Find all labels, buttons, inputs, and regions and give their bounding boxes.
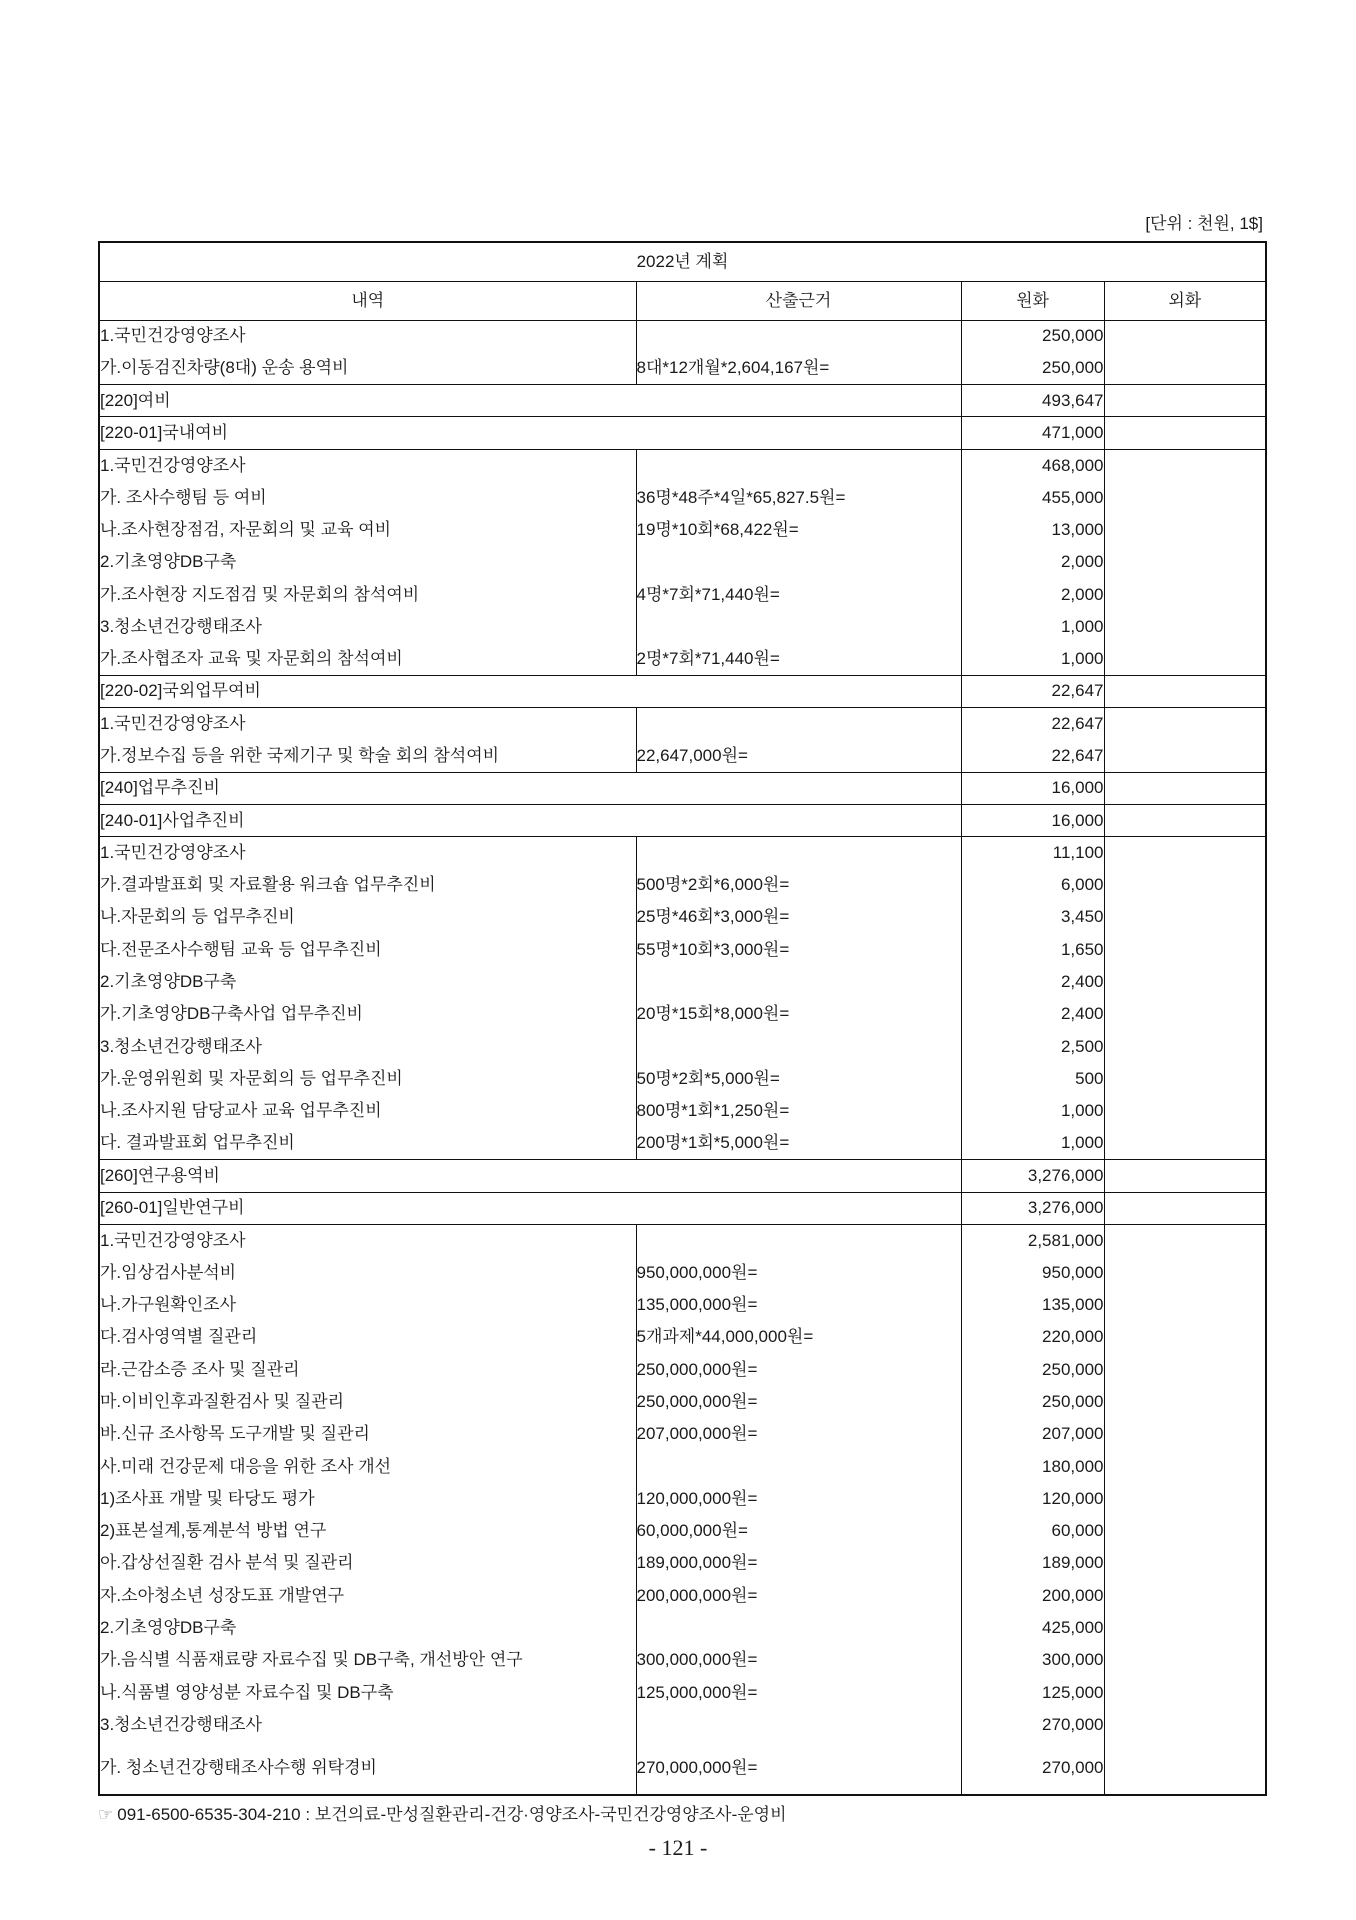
basis-cell [636, 966, 961, 998]
item-row [99, 1644, 1266, 1676]
item-cell: [240-01]사업추진비 [99, 804, 961, 836]
basis-cell: 135,000,000원= [636, 1289, 961, 1321]
krw-cell: 22,647 [961, 675, 1104, 707]
item-cell: 가.결과발표회 및 자료활용 워크숍 업무추진비 [99, 869, 636, 901]
krw-cell: 6,000 [961, 869, 1104, 901]
krw-cell: 120,000 [961, 1483, 1104, 1515]
foreign-cell [1104, 998, 1266, 1030]
krw-cell: 13,000 [961, 514, 1104, 546]
item-row [99, 1418, 1266, 1450]
basis-cell [636, 546, 961, 578]
foreign-cell [1104, 1676, 1266, 1708]
item-cell: 아.갑상선질환 검사 분석 및 질관리 [99, 1547, 636, 1579]
foreign-cell [1104, 869, 1266, 901]
subaccount-row [99, 804, 1266, 836]
foreign-cell [1104, 449, 1266, 481]
item-cell: 마.이비인후과질환검사 및 질관리 [99, 1386, 636, 1418]
foreign-cell [1104, 1127, 1266, 1159]
basis-cell: 500명*2회*6,000원= [636, 869, 961, 901]
foreign-cell [1104, 611, 1266, 643]
header-krw: 원화 [961, 281, 1104, 320]
item-cell: 다. 결과발표회 업무추진비 [99, 1127, 636, 1159]
item-cell: 2.기초영양DB구축 [99, 546, 636, 578]
foreign-cell [1104, 514, 1266, 546]
program-row [99, 1031, 1266, 1063]
item-row [99, 1450, 1266, 1482]
item-row [99, 901, 1266, 933]
basis-cell [636, 1612, 961, 1644]
basis-cell [636, 1709, 961, 1741]
foreign-cell [1104, 837, 1266, 869]
foreign-cell [1104, 1063, 1266, 1095]
foreign-cell [1104, 385, 1266, 417]
foreign-cell [1104, 1580, 1266, 1612]
basis-cell: 250,000,000원= [636, 1354, 961, 1386]
krw-cell: 16,000 [961, 772, 1104, 804]
program-row [99, 1612, 1266, 1644]
item-row [99, 1321, 1266, 1353]
foreign-cell [1104, 708, 1266, 740]
foreign-cell [1104, 934, 1266, 966]
basis-cell [636, 837, 961, 869]
program-row [99, 708, 1266, 740]
krw-cell: 250,000 [961, 320, 1104, 352]
krw-cell: 16,000 [961, 804, 1104, 836]
basis-cell [636, 449, 961, 481]
pointing-hand-icon: ☞ [98, 1805, 114, 1825]
basis-cell: 20명*15회*8,000원= [636, 998, 961, 1030]
krw-cell: 1,650 [961, 934, 1104, 966]
program-row [99, 320, 1266, 352]
krw-cell: 3,450 [961, 901, 1104, 933]
program-row [99, 546, 1266, 578]
foreign-cell [1104, 546, 1266, 578]
basis-cell: 125,000,000원= [636, 1676, 961, 1708]
item-cell: 가.임상검사분석비 [99, 1257, 636, 1289]
foreign-cell [1104, 481, 1266, 513]
program-row [99, 1224, 1266, 1256]
item-row [99, 869, 1266, 901]
krw-cell: 207,000 [961, 1418, 1104, 1450]
basis-cell: 5개과제*44,000,000원= [636, 1321, 961, 1353]
unit-label: [단위 : 천원, 1$] [1145, 214, 1263, 233]
krw-cell: 3,276,000 [961, 1192, 1104, 1224]
item-cell: 가. 조사수행팀 등 여비 [99, 481, 636, 513]
foreign-cell [1104, 352, 1266, 384]
basis-cell: 207,000,000원= [636, 1418, 961, 1450]
item-cell: [260]연구용역비 [99, 1160, 961, 1192]
krw-cell: 2,000 [961, 578, 1104, 610]
krw-cell: 493,647 [961, 385, 1104, 417]
basis-cell: 50명*2회*5,000원= [636, 1063, 961, 1095]
item-row [99, 578, 1266, 610]
krw-cell: 455,000 [961, 481, 1104, 513]
item-row [99, 934, 1266, 966]
basis-cell [636, 1031, 961, 1063]
item-cell: [240]업무추진비 [99, 772, 961, 804]
krw-cell: 270,000 [961, 1741, 1104, 1795]
item-cell: 가.운영위원회 및 자문회의 등 업무추진비 [99, 1063, 636, 1095]
krw-cell: 950,000 [961, 1257, 1104, 1289]
krw-cell: 1,000 [961, 611, 1104, 643]
basis-cell: 19명*10회*68,422원= [636, 514, 961, 546]
item-row [99, 1257, 1266, 1289]
item-cell: [220-01]국내여비 [99, 417, 961, 449]
basis-cell: 2명*7회*71,440원= [636, 643, 961, 675]
krw-cell: 3,276,000 [961, 1160, 1104, 1192]
item-row [99, 514, 1266, 546]
account-row [99, 772, 1266, 804]
krw-cell: 425,000 [961, 1612, 1104, 1644]
foreign-cell [1104, 804, 1266, 836]
foreign-cell [1104, 901, 1266, 933]
basis-cell [636, 708, 961, 740]
foreign-cell [1104, 675, 1266, 707]
subaccount-row [99, 417, 1266, 449]
basis-cell: 250,000,000원= [636, 1386, 961, 1418]
item-cell: 다.검사영역별 질관리 [99, 1321, 636, 1353]
program-row [99, 837, 1266, 869]
foreign-cell [1104, 1031, 1266, 1063]
account-row [99, 1160, 1266, 1192]
item-cell: 2)표본설계,통계분석 방법 연구 [99, 1515, 636, 1547]
foreign-cell [1104, 1644, 1266, 1676]
foreign-cell [1104, 320, 1266, 352]
krw-cell: 471,000 [961, 417, 1104, 449]
krw-cell: 11,100 [961, 837, 1104, 869]
krw-cell: 200,000 [961, 1580, 1104, 1612]
item-cell: 1.국민건강영양조사 [99, 320, 636, 352]
krw-cell: 135,000 [961, 1289, 1104, 1321]
account-row [99, 385, 1266, 417]
krw-cell: 250,000 [961, 1386, 1104, 1418]
foreign-cell [1104, 772, 1266, 804]
program-row [99, 611, 1266, 643]
krw-cell: 300,000 [961, 1644, 1104, 1676]
foreign-cell [1104, 578, 1266, 610]
program-row [99, 1709, 1266, 1741]
item-cell: [220]여비 [99, 385, 961, 417]
header-foreign: 외화 [1104, 281, 1266, 320]
item-cell: 3.청소년건강행태조사 [99, 611, 636, 643]
item-cell: 가.음식별 식품재료량 자료수집 및 DB구축, 개선방안 연구 [99, 1644, 636, 1676]
item-cell: 가.조사현장 지도점검 및 자문회의 참석여비 [99, 578, 636, 610]
item-cell: 나.조사지원 담당교사 교육 업무추진비 [99, 1095, 636, 1127]
table-title: 2022년 계획 [99, 242, 1266, 281]
krw-cell: 270,000 [961, 1709, 1104, 1741]
item-cell: 1.국민건강영양조사 [99, 449, 636, 481]
foreign-cell [1104, 1224, 1266, 1256]
item-row [99, 740, 1266, 772]
basis-cell: 300,000,000원= [636, 1644, 961, 1676]
item-row [99, 1386, 1266, 1418]
item-row [99, 1580, 1266, 1612]
item-row [99, 1095, 1266, 1127]
subaccount-row [99, 1192, 1266, 1224]
budget-table [98, 241, 1267, 1796]
program-row [99, 966, 1266, 998]
item-cell: 2.기초영양DB구축 [99, 1612, 636, 1644]
foreign-cell [1104, 1450, 1266, 1482]
subitem-row [99, 1515, 1266, 1547]
foreign-cell [1104, 643, 1266, 675]
basis-cell: 950,000,000원= [636, 1257, 961, 1289]
foreign-cell [1104, 1386, 1266, 1418]
basis-cell: 4명*7회*71,440원= [636, 578, 961, 610]
item-cell: 나.식품별 영양성분 자료수집 및 DB구축 [99, 1676, 636, 1708]
krw-cell: 250,000 [961, 352, 1104, 384]
item-cell: 1.국민건강영양조사 [99, 708, 636, 740]
krw-cell: 22,647 [961, 740, 1104, 772]
item-row [99, 998, 1266, 1030]
item-cell: 라.근감소증 조사 및 질관리 [99, 1354, 636, 1386]
basis-cell: 200,000,000원= [636, 1580, 961, 1612]
krw-cell: 189,000 [961, 1547, 1104, 1579]
basis-cell [636, 1450, 961, 1482]
basis-cell: 120,000,000원= [636, 1483, 961, 1515]
krw-cell: 2,581,000 [961, 1224, 1104, 1256]
krw-cell: 220,000 [961, 1321, 1104, 1353]
subitem-row [99, 1483, 1266, 1515]
budget-code-text: 091-6500-6535-304-210 : 보건의료-만성질환관리-건강·영양조사-국민건강영양조사-운영비 [117, 1805, 787, 1824]
foreign-cell [1104, 1709, 1266, 1741]
krw-cell: 2,000 [961, 546, 1104, 578]
basis-cell: 25명*46회*3,000원= [636, 901, 961, 933]
foreign-cell [1104, 1418, 1266, 1450]
krw-cell: 2,500 [961, 1031, 1104, 1063]
table-header-row [99, 281, 1266, 320]
item-cell: 가.정보수집 등을 위한 국제기구 및 학술 회의 참석여비 [99, 740, 636, 772]
header-item: 내역 [99, 281, 636, 320]
foreign-cell [1104, 1160, 1266, 1192]
krw-cell: 1,000 [961, 643, 1104, 675]
item-cell: 1.국민건강영양조사 [99, 1224, 636, 1256]
basis-cell [636, 320, 961, 352]
basis-cell: 60,000,000원= [636, 1515, 961, 1547]
krw-cell: 60,000 [961, 1515, 1104, 1547]
krw-cell: 468,000 [961, 449, 1104, 481]
krw-cell: 1,000 [961, 1127, 1104, 1159]
basis-cell: 55명*10회*3,000원= [636, 934, 961, 966]
item-cell: 가. 청소년건강행태조사수행 위탁경비 [99, 1741, 636, 1795]
item-row [99, 1289, 1266, 1321]
foreign-cell [1104, 1354, 1266, 1386]
foreign-cell [1104, 1547, 1266, 1579]
krw-cell: 125,000 [961, 1676, 1104, 1708]
page-number: - 121 - [648, 1835, 708, 1860]
header-basis: 산출근거 [636, 281, 961, 320]
basis-cell: 22,647,000원= [636, 740, 961, 772]
krw-cell: 2,400 [961, 966, 1104, 998]
item-row [99, 1741, 1266, 1795]
krw-cell: 180,000 [961, 1450, 1104, 1482]
foreign-cell [1104, 1095, 1266, 1127]
item-cell: 3.청소년건강행태조사 [99, 1709, 636, 1741]
basis-cell: 270,000,000원= [636, 1741, 961, 1795]
budget-code-note [98, 1805, 787, 1825]
item-cell: 바.신규 조사항목 도구개발 및 질관리 [99, 1418, 636, 1450]
item-cell: 나.가구원확인조사 [99, 1289, 636, 1321]
foreign-cell [1104, 1741, 1266, 1795]
foreign-cell [1104, 1192, 1266, 1224]
foreign-cell [1104, 966, 1266, 998]
item-row [99, 481, 1266, 513]
basis-cell: 189,000,000원= [636, 1547, 961, 1579]
krw-cell: 500 [961, 1063, 1104, 1095]
foreign-cell [1104, 1321, 1266, 1353]
foreign-cell [1104, 740, 1266, 772]
item-cell: [260-01]일반연구비 [99, 1192, 961, 1224]
krw-cell: 250,000 [961, 1354, 1104, 1386]
basis-cell [636, 1224, 961, 1256]
item-cell: 자.소아청소년 성장도표 개발연구 [99, 1580, 636, 1612]
foreign-cell [1104, 1612, 1266, 1644]
basis-cell: 36명*48주*4일*65,827.5원= [636, 481, 961, 513]
item-cell: 다.전문조사수행팀 교육 등 업무추진비 [99, 934, 636, 966]
item-cell: 가.기초영양DB구축사업 업무추진비 [99, 998, 636, 1030]
subaccount-row [99, 675, 1266, 707]
item-cell: [220-02]국외업무여비 [99, 675, 961, 707]
item-row [99, 1354, 1266, 1386]
basis-cell: 800명*1회*1,250원= [636, 1095, 961, 1127]
item-cell: 1.국민건강영양조사 [99, 837, 636, 869]
item-cell: 가.조사협조자 교육 및 자문회의 참석여비 [99, 643, 636, 675]
foreign-cell [1104, 1483, 1266, 1515]
item-cell: 나.조사현장점검, 자문회의 및 교육 여비 [99, 514, 636, 546]
item-cell: 가.이동검진차량(8대) 운송 용역비 [99, 352, 636, 384]
item-row [99, 1063, 1266, 1095]
foreign-cell [1104, 1257, 1266, 1289]
krw-cell: 22,647 [961, 708, 1104, 740]
item-row [99, 352, 1266, 384]
foreign-cell [1104, 1289, 1266, 1321]
foreign-cell [1104, 1515, 1266, 1547]
krw-cell: 2,400 [961, 998, 1104, 1030]
item-row [99, 643, 1266, 675]
item-cell: 2.기초영양DB구축 [99, 966, 636, 998]
item-row [99, 1547, 1266, 1579]
item-cell: 3.청소년건강행태조사 [99, 1031, 636, 1063]
basis-cell: 8대*12개월*2,604,167원= [636, 352, 961, 384]
item-cell: 사.미래 건강문제 대응을 위한 조사 개선 [99, 1450, 636, 1482]
krw-cell: 1,000 [961, 1095, 1104, 1127]
basis-cell [636, 611, 961, 643]
foreign-cell [1104, 417, 1266, 449]
item-cell: 나.자문회의 등 업무추진비 [99, 901, 636, 933]
item-cell: 1)조사표 개발 및 타당도 평가 [99, 1483, 636, 1515]
program-row [99, 449, 1266, 481]
table-title-row [99, 242, 1266, 281]
item-row [99, 1676, 1266, 1708]
basis-cell: 200명*1회*5,000원= [636, 1127, 961, 1159]
item-row [99, 1127, 1266, 1159]
